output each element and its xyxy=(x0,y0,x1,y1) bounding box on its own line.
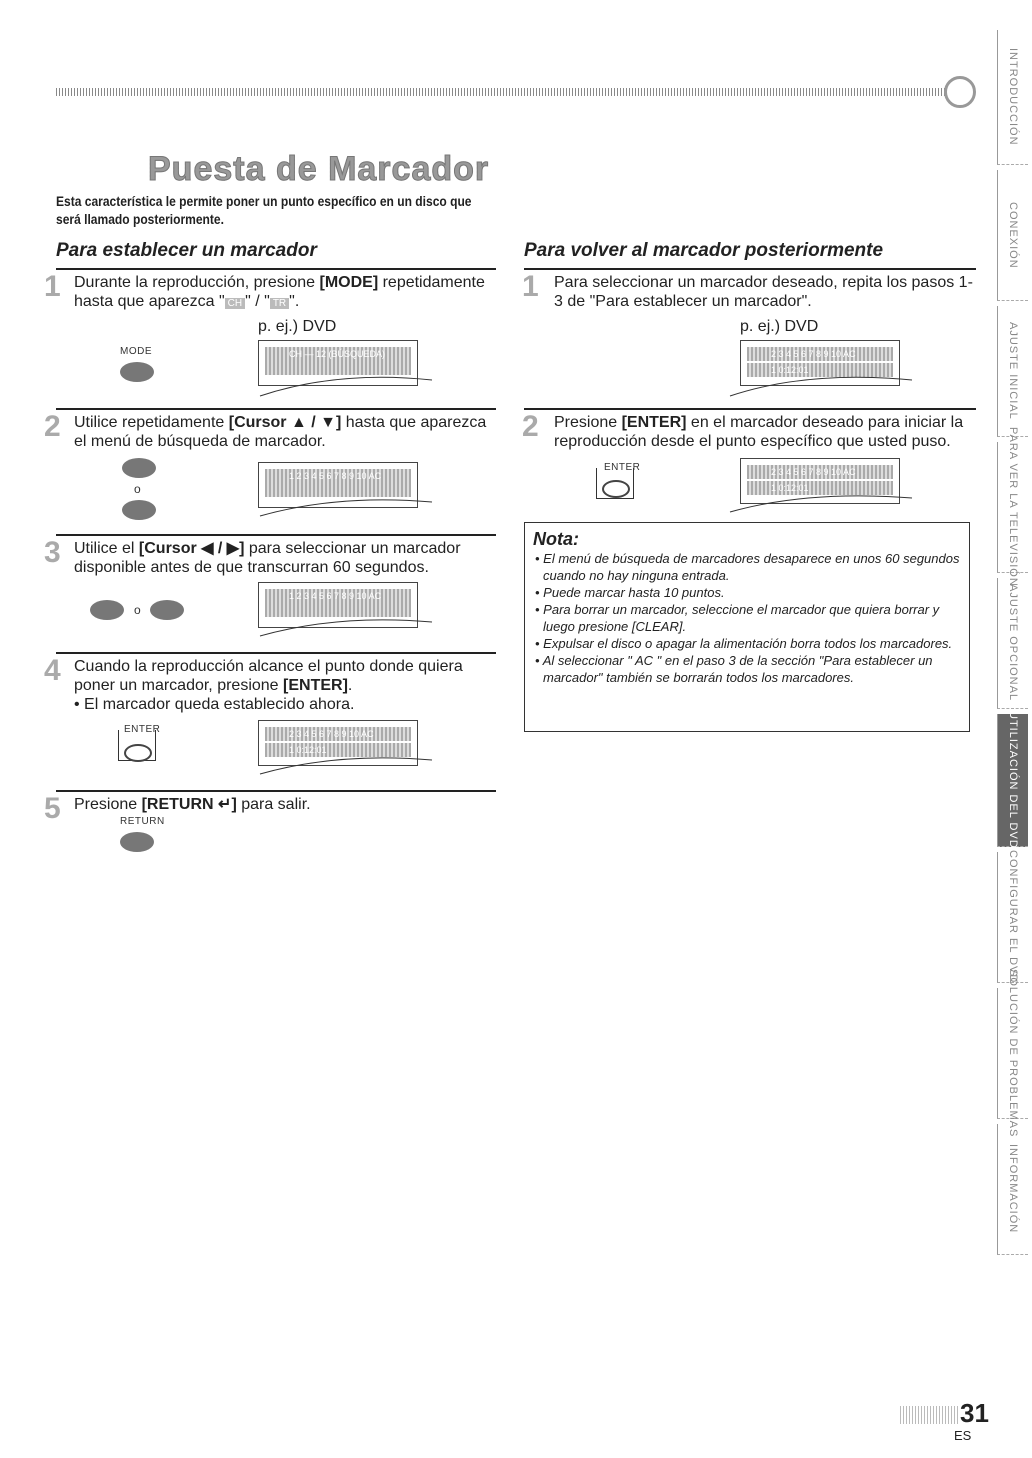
example-label: p. ej.) DVD xyxy=(258,318,337,335)
step-text: Utilice el [Cursor ◀ / ▶] para seleccionar un marcador disponible antes de que transcurran 60 segundos. xyxy=(74,540,461,576)
cursor-right-icon xyxy=(150,600,184,620)
step-number: 5 xyxy=(44,792,61,825)
sidebar-tab-informacion[interactable]: INFORMACIÓN xyxy=(997,1124,1028,1255)
divider xyxy=(56,652,496,654)
enter-button-icon xyxy=(124,744,152,762)
button-label: MODE xyxy=(120,346,152,357)
note-item: • El menú de búsqueda de marcadores desaparece en unos 60 segundos cuando no hay ninguna entrada. xyxy=(535,551,960,583)
cursor-up-icon xyxy=(122,458,156,478)
or-label: o xyxy=(134,482,142,496)
sidebar-tab-television[interactable]: PARA VER LA TELEVISIÓN xyxy=(997,442,1028,573)
divider xyxy=(524,268,976,270)
page-number-bar xyxy=(900,1406,960,1424)
osd-bar: 1 2 3 4 5 6 7 8 9 10 AC xyxy=(265,589,411,617)
note-item: • Al seleccionar " AC " en el paso 3 de la sección "Para establecer un marcador" también se borrarán todos los marcadores. xyxy=(535,653,933,685)
osd-bar: 2 3 4 5 6 7 8 9 10 AC xyxy=(265,727,411,741)
divider xyxy=(56,534,496,536)
header-circle xyxy=(944,76,976,108)
osd-bar: 1 2 3 4 5 6 7 8 9 10 AC xyxy=(265,469,411,497)
page-title: Puesta de Marcador xyxy=(148,150,490,188)
button-label: ENTER xyxy=(604,462,641,473)
sidebar-tab-utilizacion-dvd[interactable]: UTILIZACIÓN DEL DVD xyxy=(997,714,1028,847)
divider xyxy=(56,408,496,410)
screen-curve xyxy=(728,370,914,400)
header-rule xyxy=(56,88,956,96)
divider xyxy=(56,268,496,270)
screen-curve xyxy=(258,494,434,520)
cursor-left-icon xyxy=(90,600,124,620)
screen-curve xyxy=(728,490,914,516)
or-label: o xyxy=(134,603,142,617)
screen-curve xyxy=(258,370,434,400)
note-item: • Puede marcar hasta 10 puntos. xyxy=(535,585,725,600)
right-heading: Para volver al marcador posteriormente xyxy=(524,240,884,261)
enter-button-icon xyxy=(602,480,630,498)
step-number: 1 xyxy=(522,270,539,303)
osd-bar: 2 3 4 5 6 7 8 9 10 AC xyxy=(747,465,893,479)
step-text: Durante la reproducción, presione [MODE] repetidamente hasta que aparezca " CH " / " TR ". xyxy=(74,274,485,310)
sidebar-tab-ajuste-opcional[interactable]: AJUSTE OPCIONAL xyxy=(997,578,1028,709)
step-number: 2 xyxy=(44,410,61,443)
step-number: 4 xyxy=(44,654,61,687)
screen-curve xyxy=(258,752,434,778)
sidebar-tab-ajuste-inicial[interactable]: AJUSTE INICIAL xyxy=(997,306,1028,437)
intro-text: Esta característica le permite poner un punto específico en un disco que será llamado posteriormente. xyxy=(56,193,472,227)
step-number: 1 xyxy=(44,270,61,303)
left-heading: Para establecer un marcador xyxy=(56,240,317,261)
osd-bar-2: 1 0:12:01 xyxy=(747,481,893,495)
mode-button-icon xyxy=(120,362,154,382)
cursor-down-icon xyxy=(122,500,156,520)
page-number: 31 xyxy=(960,1398,989,1428)
note-heading: Nota: xyxy=(533,529,579,549)
step-bullet: • El marcador queda establecido ahora. xyxy=(74,696,355,713)
button-label: ENTER xyxy=(124,724,161,735)
step-number: 3 xyxy=(44,536,61,569)
return-button-icon xyxy=(120,832,154,852)
step-text: Presione [ENTER] en el marcador deseado para iniciar la reproducción desde el punto específico que usted puso. xyxy=(554,414,964,450)
note-item: • Expulsar el disco o apagar la alimentación borra todos los marcadores. xyxy=(535,636,953,651)
step-text: Cuando la reproducción alcance el punto donde quiera poner un marcador, presione [ENTER]. xyxy=(74,658,463,694)
button-label: RETURN xyxy=(120,816,165,827)
language-code: ES xyxy=(954,1428,972,1443)
divider xyxy=(56,790,496,792)
osd-bar-2: 1 0:12:01 xyxy=(265,743,411,757)
example-label: p. ej.) DVD xyxy=(740,318,819,335)
note-box xyxy=(524,522,970,732)
sidebar-tab-introduccion[interactable]: INTRODUCCIÓN xyxy=(997,30,1028,165)
sidebar-tab-solucion-problemas[interactable]: SOLUCIÓN DE PROBLEMAS xyxy=(997,988,1028,1119)
step-text: Presione [RETURN ↵] para salir. xyxy=(74,796,311,813)
divider xyxy=(524,408,976,410)
step-text: Utilice repetidamente [Cursor ▲ / ▼] hasta que aparezca el menú de búsqueda de marcador. xyxy=(74,414,487,450)
note-item: • Para borrar un marcador, seleccione el marcador que quiera borrar y luego presione [CLEAR]. xyxy=(535,602,940,634)
note-list xyxy=(533,550,961,686)
screen-curve xyxy=(258,614,434,640)
step-text: Para seleccionar un marcador deseado, repita los pasos 1-3 de "Para establecer un marcador". xyxy=(554,274,973,310)
sidebar-tab-configurar-dvd[interactable]: CONFIGURAR EL DVD xyxy=(997,852,1028,983)
step-number: 2 xyxy=(522,410,539,443)
osd-bar-2: 1 0:12:01 xyxy=(747,363,893,377)
osd-bar: CH — 12 (BÚSQUEDA) xyxy=(265,347,411,375)
sidebar-tab-conexion[interactable]: CONEXIÓN xyxy=(997,170,1028,301)
osd-bar: 2 3 4 5 6 7 8 9 10 AC xyxy=(747,347,893,361)
